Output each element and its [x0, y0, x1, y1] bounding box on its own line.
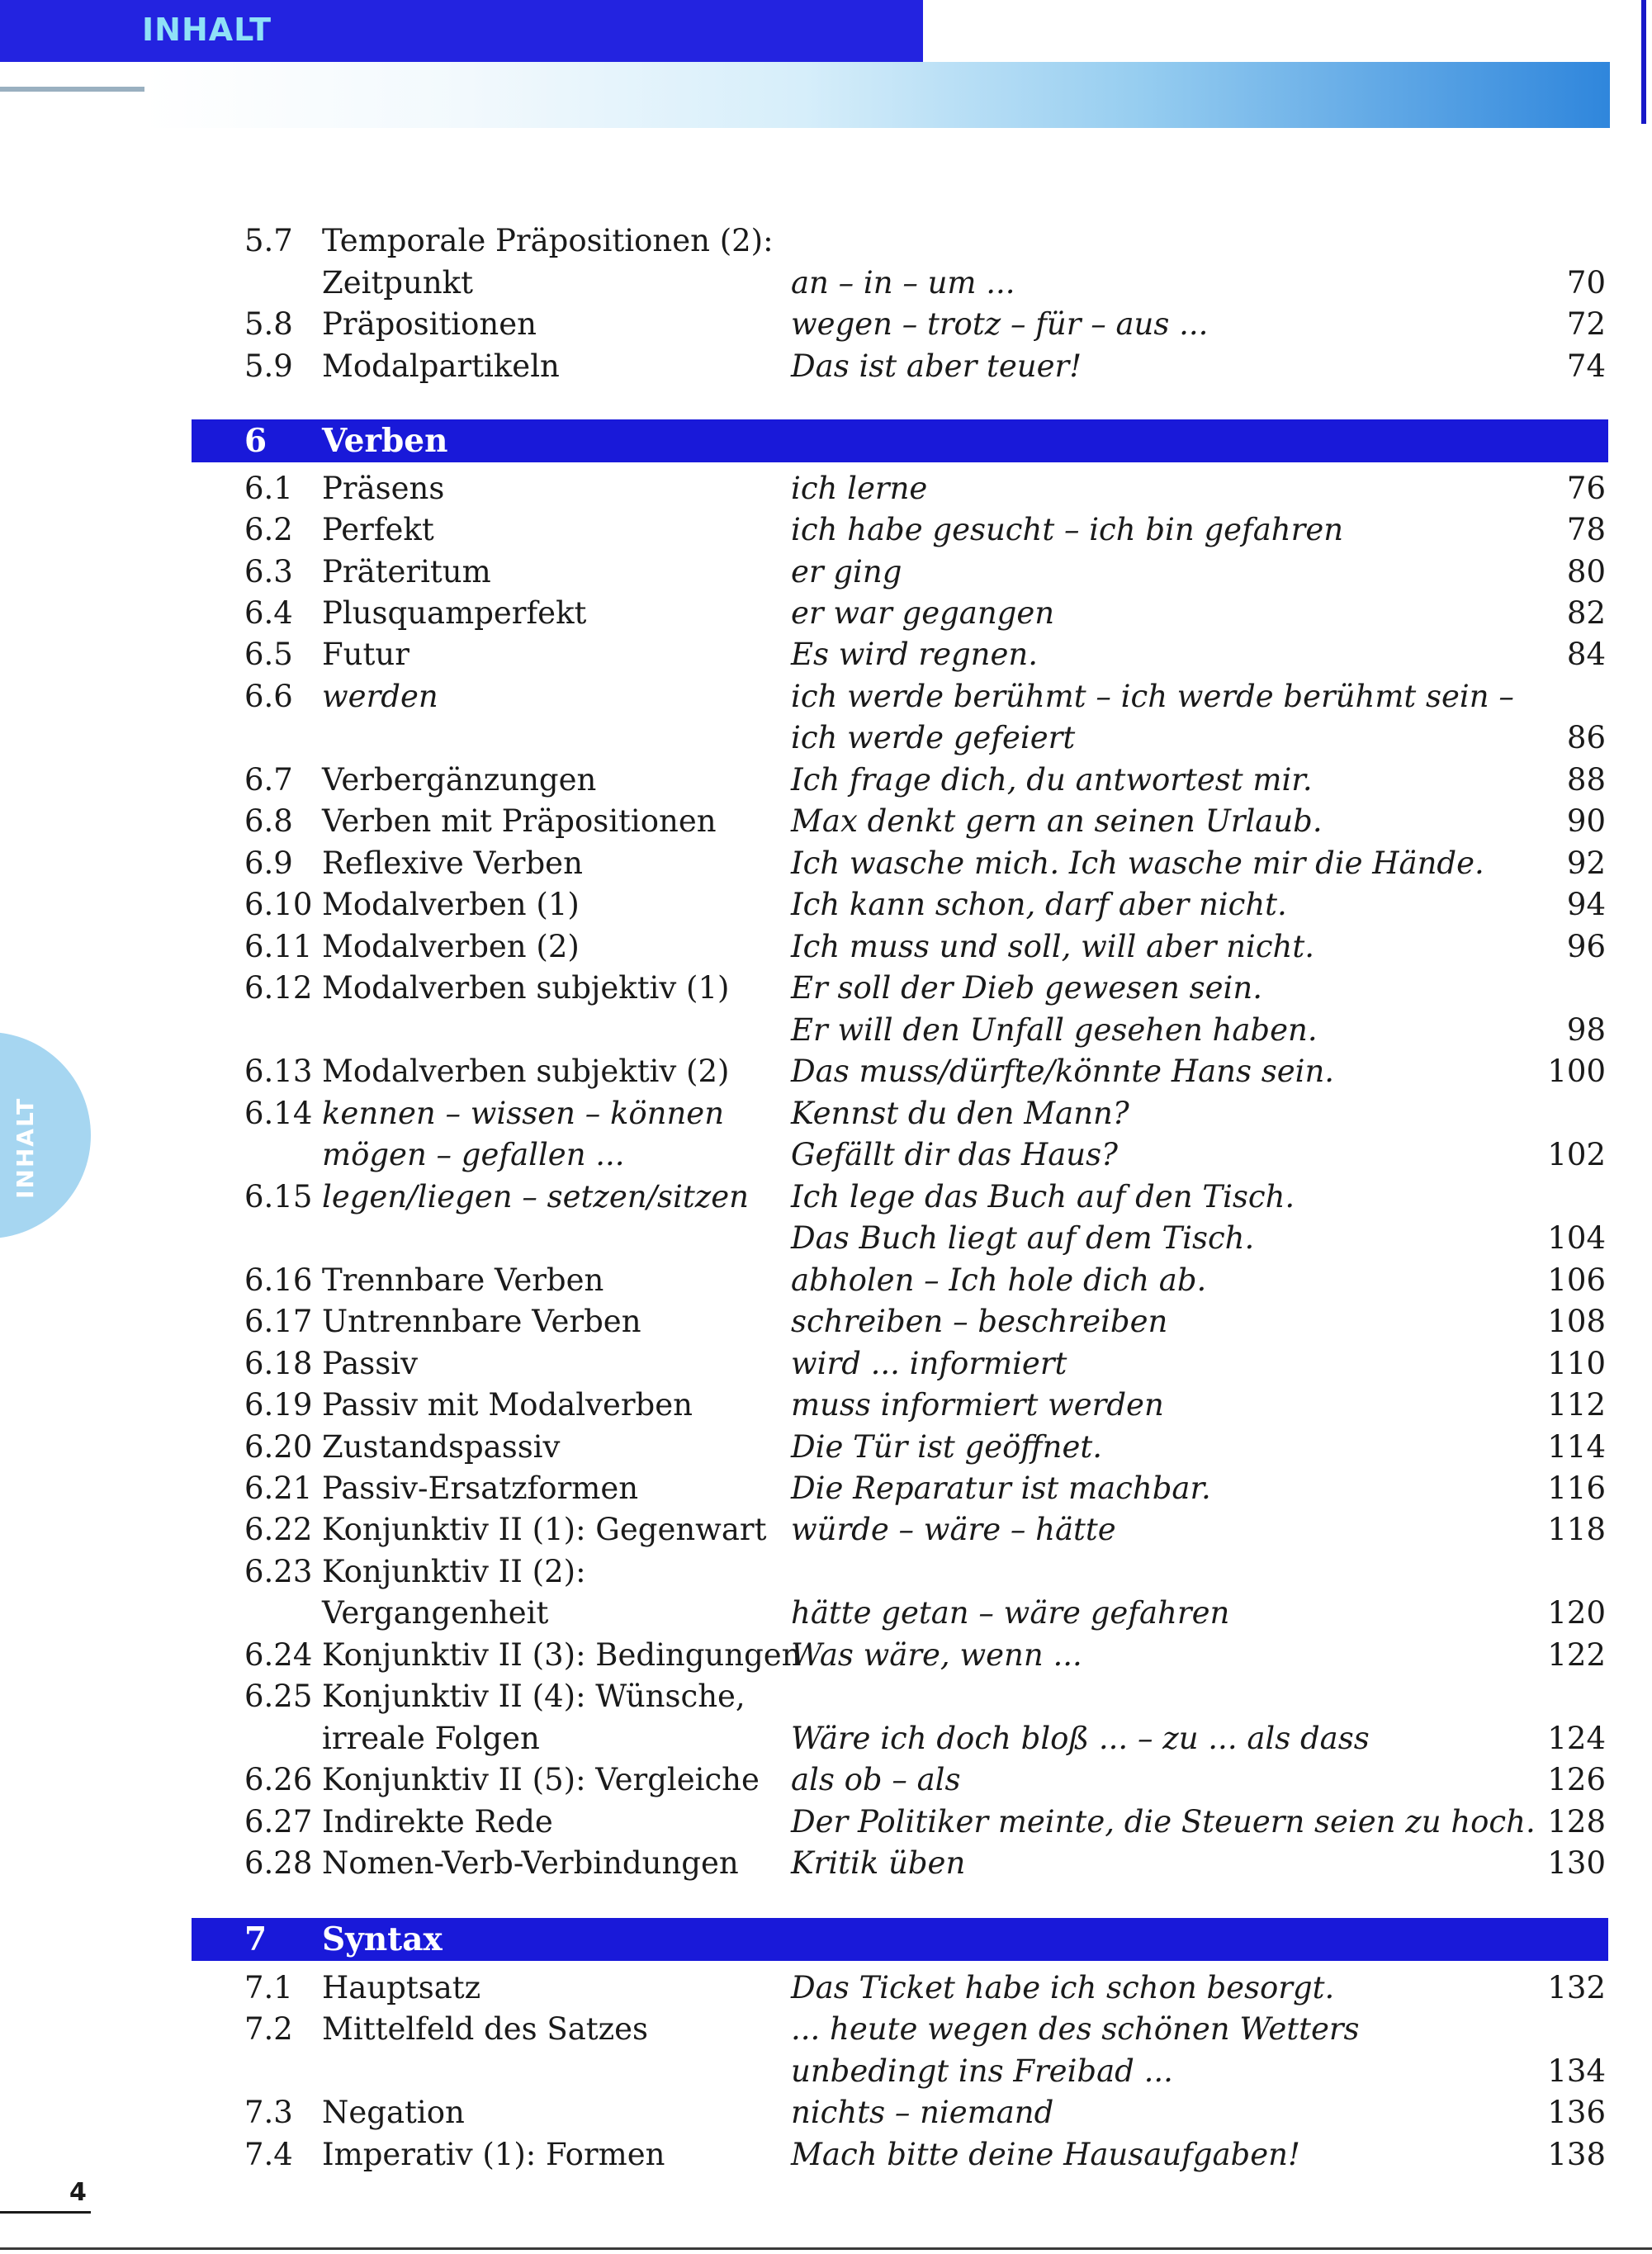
- section-example: wegen – trotz – für – aus ...: [791, 306, 1209, 342]
- section-page: 126: [1547, 1762, 1606, 1797]
- section-example: ich habe gesucht – ich bin gefahren: [791, 512, 1344, 547]
- section-page: 138: [1547, 2137, 1606, 2172]
- section-title: Präsens: [322, 471, 445, 506]
- side-tab-label: INHALT: [12, 1096, 39, 1199]
- section-example: Es wird regnen.: [791, 637, 1038, 672]
- section-number: 6.20: [244, 1429, 313, 1465]
- section-title: Imperativ (1): Formen: [322, 2137, 665, 2172]
- toc-row: [0, 843, 1652, 884]
- section-title: legen/liegen – setzen/sitzen: [322, 1179, 749, 1215]
- section-page: 120: [1547, 1595, 1606, 1631]
- section-example: Er will den Unfall gesehen haben.: [791, 1012, 1318, 1048]
- section-example: wird ... informiert: [791, 1346, 1067, 1381]
- toc-row: [0, 1385, 1652, 1426]
- section-example: Ich lege das Buch auf den Tisch.: [791, 1179, 1295, 1215]
- toc-row: [0, 634, 1652, 675]
- section-number: 7.4: [244, 2137, 293, 2172]
- section-page: 74: [1566, 348, 1606, 384]
- section-example: er war gegangen: [791, 595, 1055, 631]
- toc-row: [0, 2092, 1652, 2133]
- section-example: ... heute wegen des schönen Wetters: [791, 2011, 1360, 2047]
- section-number: 6.13: [244, 1054, 313, 1089]
- toc-row: [0, 1676, 1652, 1717]
- toc-row: [0, 1468, 1652, 1509]
- section-title: Modalpartikeln: [322, 348, 560, 384]
- section-example: Ich muss und soll, will aber nicht.: [791, 929, 1315, 964]
- section-title: Präpositionen: [322, 306, 537, 342]
- section-title: Vergangenheit: [322, 1595, 549, 1631]
- header-tab: [0, 0, 923, 62]
- toc-row: [0, 263, 1652, 304]
- section-number: 6.10: [244, 887, 313, 922]
- toc-row: [0, 1593, 1652, 1634]
- section-title: Reflexive Verben: [322, 845, 583, 881]
- section-page: 136: [1547, 2095, 1606, 2130]
- section-title: Untrennbare Verben: [322, 1304, 641, 1339]
- section-example: Die Tür ist geöffnet.: [791, 1429, 1102, 1465]
- toc-row: [0, 2051, 1652, 2092]
- page-number: 4: [69, 2178, 87, 2207]
- chapter-title: Verben: [322, 422, 448, 460]
- section-page: 92: [1566, 845, 1606, 881]
- section-number: 5.9: [244, 348, 293, 384]
- right-edge-bar: [1641, 0, 1646, 124]
- section-example: Kritik üben: [791, 1845, 966, 1881]
- section-number: 6.26: [244, 1762, 313, 1797]
- chapter-7-bar: [192, 1918, 1608, 1961]
- section-number: 6.2: [244, 512, 293, 547]
- section-example: Ich kann schon, darf aber nicht.: [791, 887, 1287, 922]
- section-page: 70: [1566, 265, 1606, 301]
- toc-row: [0, 717, 1652, 759]
- section-page: 80: [1566, 554, 1606, 590]
- section-page: 116: [1547, 1470, 1606, 1506]
- section-example: abholen – Ich hole dich ab.: [791, 1262, 1207, 1298]
- toc-row: [0, 1343, 1652, 1385]
- section-page: 72: [1566, 306, 1606, 342]
- section-example: Der Politiker meinte, die Steuern seien zu hoch.: [791, 1804, 1536, 1840]
- section-title: Passiv-Ersatzformen: [322, 1470, 639, 1506]
- header-gradient-band: [144, 62, 1610, 128]
- section-title: Modalverben subjektiv (1): [322, 970, 730, 1006]
- toc-row: [0, 220, 1652, 262]
- toc-row: [0, 884, 1652, 926]
- toc-row: [0, 304, 1652, 345]
- toc-row: [0, 1759, 1652, 1801]
- section-title: werden: [322, 679, 438, 714]
- section-title: Negation: [322, 2095, 465, 2130]
- section-title: Modalverben (1): [322, 887, 580, 922]
- toc-row: [0, 1260, 1652, 1301]
- toc-row: [0, 346, 1652, 387]
- section-page: 114: [1547, 1429, 1606, 1465]
- section-page: 130: [1547, 1845, 1606, 1881]
- section-example: nichts – niemand: [791, 2095, 1054, 2130]
- section-example: Er soll der Dieb gewesen sein.: [791, 970, 1262, 1006]
- section-page: 128: [1547, 1804, 1606, 1840]
- section-number: 6.8: [244, 803, 293, 839]
- section-number: 6.9: [244, 845, 293, 881]
- toc-row: [0, 801, 1652, 842]
- section-page: 78: [1566, 512, 1606, 547]
- toc-row: [0, 1427, 1652, 1468]
- section-title: Temporale Präpositionen (2):: [322, 223, 774, 258]
- toc-row: [0, 968, 1652, 1009]
- toc-row: [0, 676, 1652, 717]
- section-title: Konjunktiv II (5): Vergleiche: [322, 1762, 760, 1797]
- section-page: 110: [1547, 1346, 1606, 1381]
- toc-row: [0, 509, 1652, 551]
- toc-row: [0, 2009, 1652, 2050]
- section-example: Das ist aber teuer!: [791, 348, 1082, 384]
- section-title: Präteritum: [322, 554, 491, 590]
- section-page: 112: [1547, 1387, 1606, 1423]
- toc-row: [0, 1718, 1652, 1759]
- section-page: 132: [1547, 1970, 1606, 2005]
- section-page: 104: [1547, 1220, 1606, 1256]
- section-title: Passiv mit Modalverben: [322, 1387, 693, 1423]
- section-example: hätte getan – wäre gefahren: [791, 1595, 1230, 1631]
- section-example: ich lerne: [791, 471, 928, 506]
- section-page: 86: [1566, 720, 1606, 755]
- section-title: Konjunktiv II (1): Gegenwart: [322, 1512, 767, 1547]
- section-title: Konjunktiv II (3): Bedingungen: [322, 1637, 802, 1673]
- toc-row: [0, 1635, 1652, 1676]
- toc-row: [0, 1134, 1652, 1176]
- bottom-rule: [0, 2247, 1652, 2250]
- section-example: ich werde gefeiert: [791, 720, 1076, 755]
- toc-row: [0, 2134, 1652, 2176]
- section-page: 88: [1566, 762, 1606, 798]
- section-page: 96: [1566, 929, 1606, 964]
- section-number: 6.16: [244, 1262, 313, 1298]
- section-page: 98: [1566, 1012, 1606, 1048]
- section-number: 6.12: [244, 970, 313, 1006]
- section-title: Verben mit Präpositionen: [322, 803, 717, 839]
- section-number: 6.22: [244, 1512, 313, 1547]
- section-example: würde – wäre – hätte: [791, 1512, 1116, 1547]
- toc-row: [0, 1802, 1652, 1843]
- section-number: 6.18: [244, 1346, 313, 1381]
- section-page: 118: [1547, 1512, 1606, 1547]
- section-title: Futur: [322, 637, 409, 672]
- section-title: Trennbare Verben: [322, 1262, 604, 1298]
- section-number: 7.3: [244, 2095, 293, 2130]
- toc-row: [0, 593, 1652, 634]
- section-number: 6.23: [244, 1554, 313, 1589]
- section-page: 76: [1566, 471, 1606, 506]
- section-example: Ich wasche mich. Ich wasche mir die Hände.: [791, 845, 1484, 881]
- section-number: 6.17: [244, 1304, 313, 1339]
- section-page: 108: [1547, 1304, 1606, 1339]
- toc-row: [0, 1051, 1652, 1092]
- toc-row: [0, 1551, 1652, 1593]
- section-number: 6.14: [244, 1096, 313, 1131]
- section-number: 6.24: [244, 1637, 313, 1673]
- section-title: Modalverben subjektiv (2): [322, 1054, 730, 1089]
- section-page: 82: [1566, 595, 1606, 631]
- section-example: als ob – als: [791, 1762, 961, 1797]
- section-title: Passiv: [322, 1346, 419, 1381]
- section-example: Max denkt gern an seinen Urlaub.: [791, 803, 1323, 839]
- toc-row: [0, 1093, 1652, 1134]
- section-number: 6.4: [244, 595, 293, 631]
- section-page: 94: [1566, 887, 1606, 922]
- section-example: Kennst du den Mann?: [791, 1096, 1129, 1131]
- section-example: Das Buch liegt auf dem Tisch.: [791, 1220, 1255, 1256]
- section-example: muss informiert werden: [791, 1387, 1164, 1423]
- toc-row: [0, 1218, 1652, 1259]
- section-number: 6.15: [244, 1179, 313, 1215]
- section-number: 6.6: [244, 679, 293, 714]
- section-example: Das Ticket habe ich schon besorgt.: [791, 1970, 1335, 2005]
- section-example: Was wäre, wenn ...: [791, 1637, 1082, 1673]
- section-number: 6.3: [244, 554, 293, 590]
- chapter-number: 7: [244, 1920, 267, 1958]
- header-rule: [0, 87, 144, 92]
- toc-row: [0, 1843, 1652, 1884]
- section-page: 106: [1547, 1262, 1606, 1298]
- section-title: Verbergänzungen: [322, 762, 597, 798]
- section-number: 6.25: [244, 1679, 313, 1714]
- section-example: ich werde berühmt – ich werde berühmt sein –: [791, 679, 1514, 714]
- section-example: Das muss/dürfte/könnte Hans sein.: [791, 1054, 1335, 1089]
- section-title: kennen – wissen – können: [322, 1096, 725, 1131]
- section-number: 6.28: [244, 1845, 313, 1881]
- section-title: mögen – gefallen ...: [322, 1137, 625, 1172]
- section-title: irreale Folgen: [322, 1721, 540, 1756]
- chapter-title: Syntax: [322, 1920, 443, 1958]
- section-page: 122: [1547, 1637, 1606, 1673]
- toc-row: [0, 760, 1652, 801]
- toc-row: [0, 926, 1652, 968]
- chapter-6-bar: [192, 419, 1608, 462]
- section-title: Indirekte Rede: [322, 1804, 553, 1840]
- section-example: Ich frage dich, du antwortest mir.: [791, 762, 1313, 798]
- toc-row: [0, 1010, 1652, 1051]
- section-page: 84: [1566, 637, 1606, 672]
- section-title: Perfekt: [322, 512, 434, 547]
- section-example: Die Reparatur ist machbar.: [791, 1470, 1211, 1506]
- toc-row: [0, 1509, 1652, 1551]
- section-number: 7.2: [244, 2011, 293, 2047]
- section-example: Gefällt dir das Haus?: [791, 1137, 1118, 1172]
- section-title: Zeitpunkt: [322, 265, 473, 301]
- header-title: INHALT: [142, 12, 272, 48]
- section-number: 5.7: [244, 223, 293, 258]
- section-number: 6.11: [244, 929, 313, 964]
- section-title: Hauptsatz: [322, 1970, 481, 2005]
- toc-row: [0, 552, 1652, 593]
- section-title: Nomen-Verb-Verbindungen: [322, 1845, 739, 1881]
- section-page: 102: [1547, 1137, 1606, 1172]
- section-example: Wäre ich doch bloß ... – zu ... als dass: [791, 1721, 1370, 1756]
- section-title: Modalverben (2): [322, 929, 580, 964]
- toc-row: [0, 1177, 1652, 1218]
- section-page: 134: [1547, 2053, 1606, 2089]
- section-number: 6.21: [244, 1470, 313, 1506]
- section-example: Mach bitte deine Hausaufgaben!: [791, 2137, 1300, 2172]
- section-example: an – in – um ...: [791, 265, 1015, 301]
- chapter-number: 6: [244, 422, 267, 460]
- section-number: 6.7: [244, 762, 293, 798]
- section-title: Zustandspassiv: [322, 1429, 561, 1465]
- section-page: 90: [1566, 803, 1606, 839]
- section-number: 6.1: [244, 471, 293, 506]
- section-example: schreiben – beschreiben: [791, 1304, 1168, 1339]
- section-example: er ging: [791, 554, 902, 590]
- section-page: 100: [1547, 1054, 1606, 1089]
- section-title: Plusquamperfekt: [322, 595, 587, 631]
- section-number: 6.27: [244, 1804, 313, 1840]
- section-number: 5.8: [244, 306, 293, 342]
- section-title: Mittelfeld des Satzes: [322, 2011, 649, 2047]
- section-title: Konjunktiv II (4): Wünsche,: [322, 1679, 746, 1714]
- toc-row: [0, 1968, 1652, 2009]
- toc-row: [0, 468, 1652, 509]
- page-number-rule: [0, 2211, 91, 2214]
- toc-row: [0, 1301, 1652, 1342]
- section-number: 6.19: [244, 1387, 313, 1423]
- section-title: Konjunktiv II (2):: [322, 1554, 586, 1589]
- section-number: 6.5: [244, 637, 293, 672]
- section-page: 124: [1547, 1721, 1606, 1756]
- section-number: 7.1: [244, 1970, 293, 2005]
- section-example: unbedingt ins Freibad ...: [791, 2053, 1173, 2089]
